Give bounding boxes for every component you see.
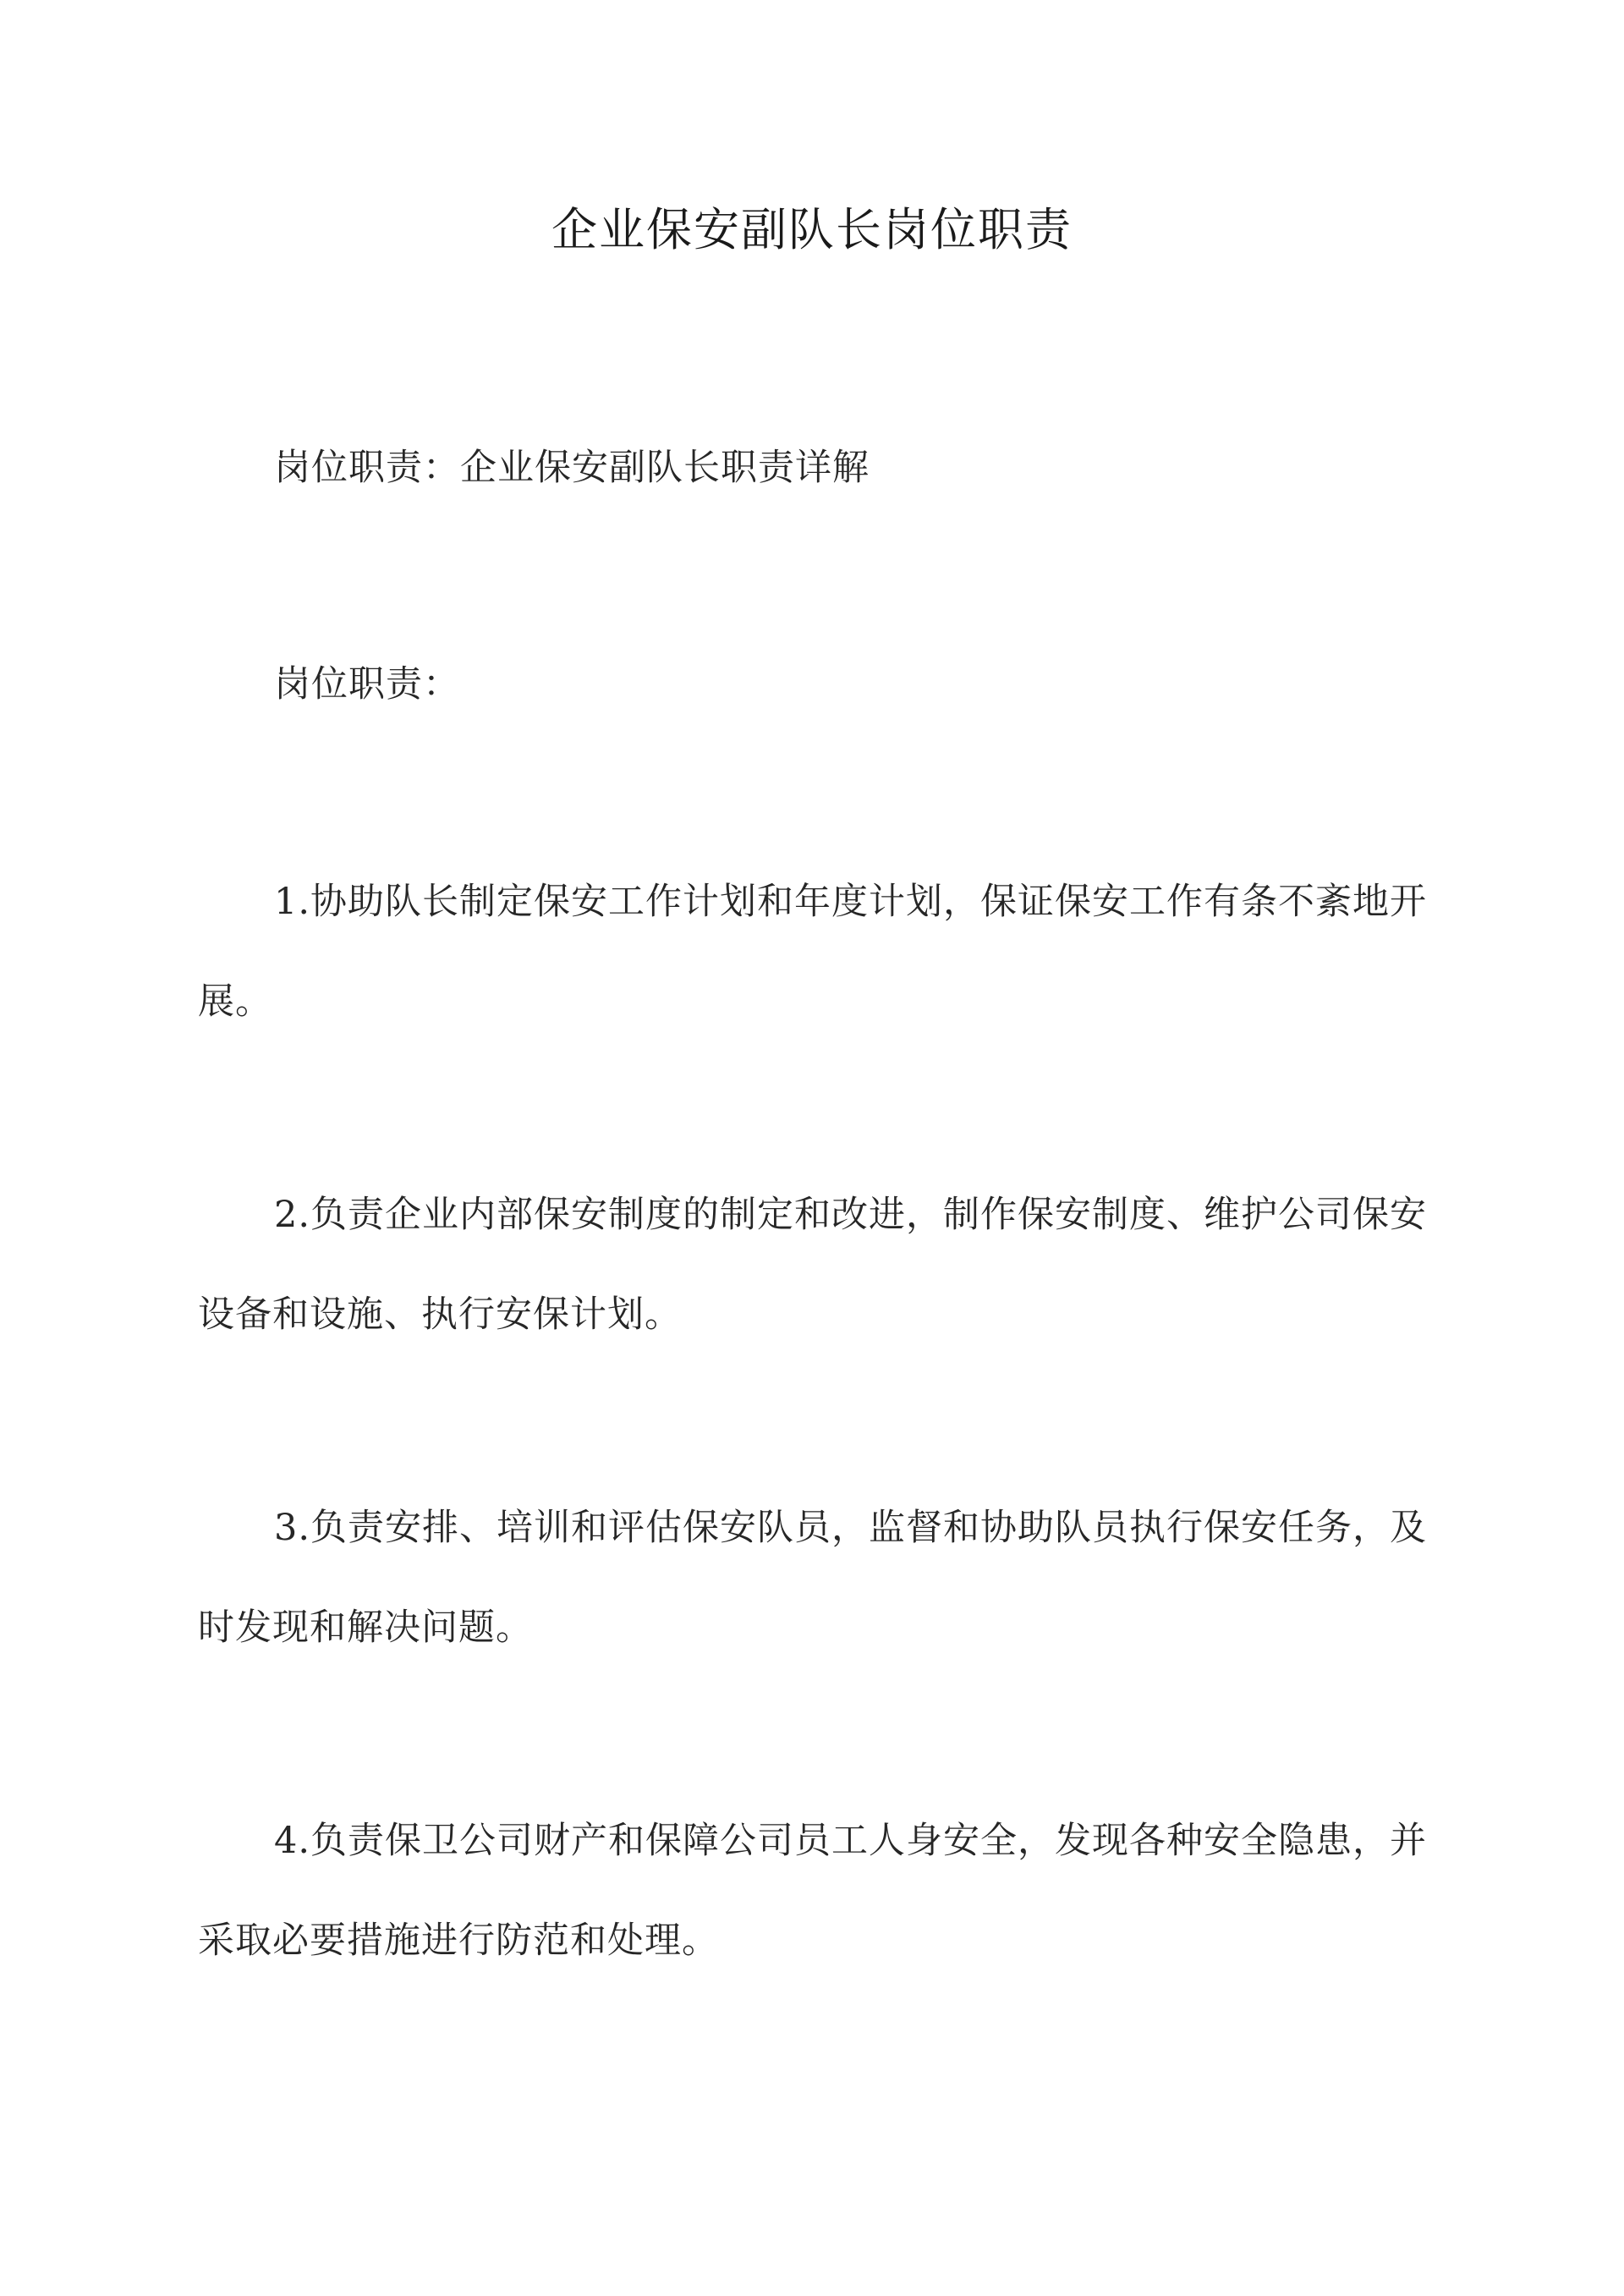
duty-item-2: 2.负责企业内部保安制度的制定和改进，制作保安制度、维护公司保安设备和设施、执行安保计划。 — [198, 1194, 1428, 1336]
document-subtitle: 岗位职责：企业保安副队长职责详解 — [274, 447, 870, 489]
duty-item-1: 1.协助队长制定保安工作计划和年度计划，保证保安工作有条不紊地开展。 — [198, 881, 1428, 1023]
duty-item-4: 4.负责保卫公司财产和保障公司员工人身安全，发现各种安全隐患，并采取必要措施进行防范和处理。 — [198, 1820, 1428, 1962]
document-title: 企业保安副队长岗位职责 — [551, 203, 1073, 256]
duty-item-3: 3.负责安排、培训和评估保安队员，监督和协助队员执行保安任务，及时发现和解决问题。 — [198, 1507, 1428, 1649]
section-heading: 岗位职责： — [274, 663, 460, 706]
